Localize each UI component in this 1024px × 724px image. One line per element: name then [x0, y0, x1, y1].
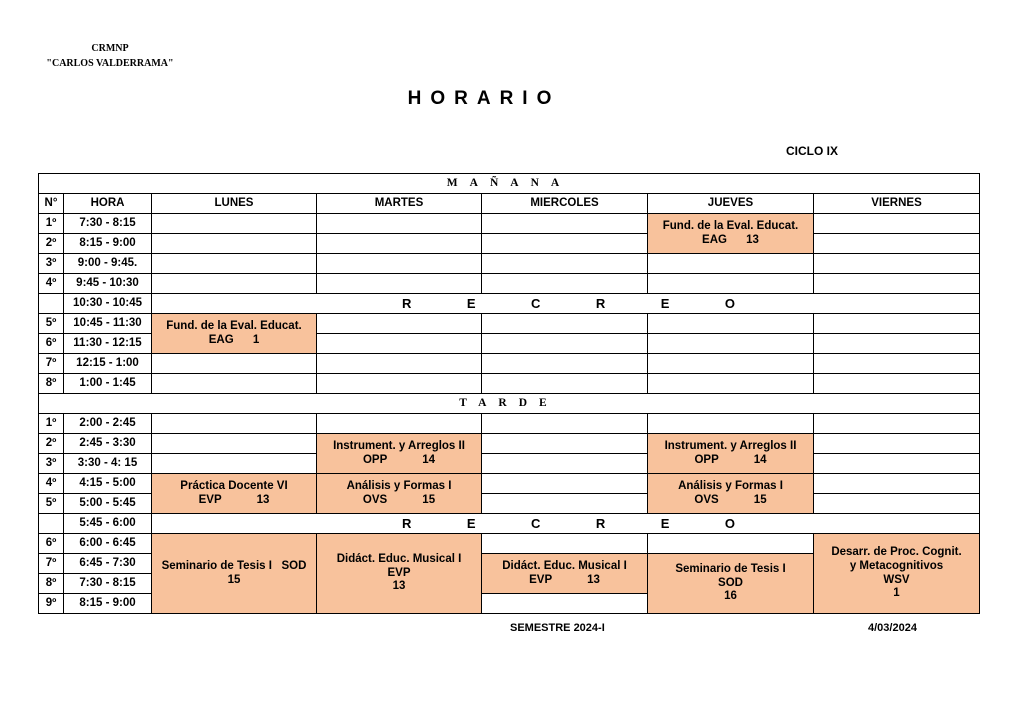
- course-name: Didáct. Educ. Musical I: [336, 552, 462, 565]
- empty-cell: [482, 214, 648, 234]
- header-hora: HORA: [64, 194, 152, 214]
- row-num: 2º: [39, 234, 64, 254]
- page-title: HORARIO: [407, 88, 561, 109]
- empty-cell: [317, 314, 482, 334]
- course-name-cont: y Metacognitivos: [849, 559, 944, 572]
- empty-cell: [814, 274, 980, 294]
- empty-cell: [317, 374, 482, 394]
- empty-cell: [317, 254, 482, 274]
- course-detail: OVS 15: [362, 493, 436, 506]
- empty-cell: [814, 494, 980, 514]
- empty-cell: [648, 354, 814, 374]
- empty-cell: [648, 414, 814, 434]
- row-num: 3º: [39, 454, 64, 474]
- row-time: 10:45 - 11:30: [64, 314, 152, 334]
- row-time: 2:00 - 2:45: [64, 414, 152, 434]
- empty-cell: [814, 454, 980, 474]
- row-num: 1º: [39, 414, 64, 434]
- recess-letter: C: [531, 515, 541, 531]
- empty-cell: [482, 234, 648, 254]
- empty-cell: [814, 214, 980, 234]
- course-cell: [317, 534, 482, 614]
- row-num: 6º: [39, 534, 64, 554]
- row-num: 5º: [39, 314, 64, 334]
- row-time: 9:45 - 10:30: [64, 274, 152, 294]
- empty-cell: [482, 274, 648, 294]
- course-detail: EVP: [387, 566, 411, 579]
- course-name: Fund. de la Eval. Educat.: [166, 319, 302, 332]
- empty-cell: [648, 274, 814, 294]
- course-detail: EAG 1: [208, 333, 260, 346]
- empty-cell: [152, 454, 317, 474]
- table-row: [39, 254, 980, 274]
- course-name: Análisis y Formas I: [678, 479, 783, 492]
- recess-label: [152, 294, 980, 314]
- empty-cell: [317, 274, 482, 294]
- course-detail: EVP 13: [198, 493, 270, 506]
- row-time: 5:00 - 5:45: [64, 494, 152, 514]
- empty-cell: [482, 414, 648, 434]
- course-name: Práctica Docente VI: [180, 479, 288, 492]
- row-num: [39, 294, 64, 314]
- header-jueves: JUEVES: [648, 194, 814, 214]
- recess-letter: R: [595, 515, 606, 531]
- recess-letter: E: [660, 515, 670, 531]
- recess-letter: O: [724, 515, 735, 531]
- row-num: 7º: [39, 354, 64, 374]
- course-name: Seminario de Tesis I SOD: [161, 559, 307, 572]
- course-detail: WSV: [883, 573, 910, 586]
- empty-cell: [482, 454, 648, 474]
- row-time: 12:15 - 1:00: [64, 354, 152, 374]
- course-name: Desarr. de Proc. Cognit.: [831, 545, 962, 558]
- empty-cell: [152, 434, 317, 454]
- empty-cell: [648, 314, 814, 334]
- course-cell: [648, 474, 814, 514]
- row-num: [39, 514, 64, 534]
- cycle-label: CICLO IX: [786, 144, 839, 158]
- row-num: 7º: [39, 554, 64, 574]
- row-num: 2º: [39, 434, 64, 454]
- course-detail: OPP 14: [362, 453, 435, 466]
- recess-letter: C: [531, 295, 541, 311]
- empty-cell: [814, 234, 980, 254]
- course-cell: [152, 474, 317, 514]
- empty-cell: [152, 374, 317, 394]
- recess-letter: R: [402, 295, 412, 311]
- empty-cell: [814, 474, 980, 494]
- row-num: 4º: [39, 474, 64, 494]
- course-name: Análisis y Formas I: [346, 479, 452, 492]
- table-row: [39, 234, 980, 254]
- empty-cell: [317, 414, 482, 434]
- course-cell: [648, 434, 814, 474]
- table-row: [39, 374, 980, 394]
- table-row: [39, 534, 980, 554]
- table-row: [39, 214, 980, 234]
- empty-cell: [482, 374, 648, 394]
- course-cell: [317, 474, 482, 514]
- course-detail: EAG 13: [702, 233, 759, 246]
- row-num: 8º: [39, 374, 64, 394]
- table-row: [39, 454, 980, 474]
- empty-cell: [814, 254, 980, 274]
- course-detail: EVP 13: [529, 573, 600, 586]
- course-cell: [648, 214, 814, 254]
- section-header-manana: [39, 174, 980, 194]
- recess-row: [39, 294, 980, 314]
- row-num: 8º: [39, 574, 64, 594]
- table-row: [39, 354, 980, 374]
- header-viernes: VIERNES: [814, 194, 980, 214]
- empty-cell: [814, 314, 980, 334]
- empty-cell: [648, 334, 814, 354]
- empty-cell: [814, 414, 980, 434]
- empty-cell: [814, 354, 980, 374]
- recess-letter: E: [660, 295, 670, 311]
- header-row: [39, 194, 980, 214]
- row-num: 4º: [39, 274, 64, 294]
- empty-cell: [814, 334, 980, 354]
- empty-cell: [482, 494, 648, 514]
- row-time: 2:45 - 3:30: [64, 434, 152, 454]
- empty-cell: [152, 354, 317, 374]
- header-num: N°: [39, 194, 64, 214]
- row-time: 3:30 - 4: 15: [64, 454, 152, 474]
- empty-cell: [648, 254, 814, 274]
- row-time: 7:30 - 8:15: [64, 214, 152, 234]
- header-miercoles: MIERCOLES: [482, 194, 648, 214]
- recess-row: [39, 514, 980, 534]
- header-lunes: LUNES: [152, 194, 317, 214]
- course-room: 16: [724, 590, 737, 603]
- empty-cell: [317, 334, 482, 354]
- row-time: 7:30 - 8:15: [64, 574, 152, 594]
- empty-cell: [814, 374, 980, 394]
- course-cell: [814, 534, 980, 614]
- section-label-manana: MAÑANA: [39, 174, 980, 194]
- row-time: 6:45 - 7:30: [64, 554, 152, 574]
- table-row: [39, 434, 980, 454]
- institution-subtitle: "CARLOS VALDERRAMA": [46, 58, 174, 69]
- row-time: 11:30 - 12:15: [64, 334, 152, 354]
- table-row: [39, 274, 980, 294]
- empty-cell: [317, 234, 482, 254]
- course-cell: [152, 534, 317, 614]
- recess-letter: E: [466, 295, 476, 311]
- recess-letter: E: [466, 515, 476, 531]
- row-time: 9:00 - 9:45.: [64, 254, 152, 274]
- recess-letter: R: [595, 295, 606, 311]
- row-time: 8:15 - 9:00: [64, 594, 152, 614]
- schedule-table: [38, 173, 980, 614]
- course-detail: OPP 14: [694, 453, 767, 466]
- course-cell: [482, 554, 648, 594]
- row-num: 9º: [39, 594, 64, 614]
- course-detail: 15: [227, 573, 241, 586]
- empty-cell: [152, 274, 317, 294]
- empty-cell: [152, 234, 317, 254]
- section-label-tarde: TARDE: [39, 394, 980, 414]
- institution-name: CRMNP: [91, 43, 129, 54]
- recess-label: [152, 514, 980, 534]
- empty-cell: [317, 354, 482, 374]
- course-cell: [152, 314, 317, 354]
- row-time: 6:00 - 6:45: [64, 534, 152, 554]
- empty-cell: [482, 334, 648, 354]
- empty-cell: [317, 214, 482, 234]
- empty-cell: [152, 414, 317, 434]
- empty-cell: [648, 534, 814, 554]
- header-martes: MARTES: [317, 194, 482, 214]
- empty-cell: [648, 374, 814, 394]
- course-name: Fund. de la Eval. Educat.: [662, 219, 799, 232]
- recess-letter: R: [402, 515, 412, 531]
- row-time: 4:15 - 5:00: [64, 474, 152, 494]
- row-time: 5:45 - 6:00: [64, 514, 152, 534]
- row-num: 1º: [39, 214, 64, 234]
- course-detail: OVS 15: [694, 493, 767, 506]
- empty-cell: [482, 474, 648, 494]
- row-time: 8:15 - 9:00: [64, 234, 152, 254]
- course-name: Instrument. y Arreglos II: [333, 439, 465, 452]
- course-name: Seminario de Tesis I: [675, 562, 786, 575]
- row-num: 3º: [39, 254, 64, 274]
- course-detail: SOD: [718, 576, 743, 589]
- date-label: 4/03/2024: [868, 622, 917, 634]
- empty-cell: [482, 354, 648, 374]
- table-row: [39, 314, 980, 334]
- course-room: 1: [893, 587, 900, 600]
- recess-letter: O: [724, 295, 735, 311]
- empty-cell: [152, 214, 317, 234]
- empty-cell: [482, 594, 648, 614]
- empty-cell: [152, 254, 317, 274]
- row-num: 6º: [39, 334, 64, 354]
- empty-cell: [482, 314, 648, 334]
- section-header-tarde: [39, 394, 980, 414]
- table-row: [39, 414, 980, 434]
- table-row: [39, 474, 980, 494]
- course-cell: [648, 554, 814, 614]
- row-time: 10:30 - 10:45: [64, 294, 152, 314]
- semester-label: SEMESTRE 2024-I: [510, 622, 605, 634]
- empty-cell: [814, 434, 980, 454]
- course-name: Didáct. Educ. Musical I: [502, 559, 627, 572]
- empty-cell: [482, 534, 648, 554]
- course-name: Instrument. y Arreglos II: [664, 439, 797, 452]
- row-num: 5º: [39, 494, 64, 514]
- row-time: 1:00 - 1:45: [64, 374, 152, 394]
- empty-cell: [482, 434, 648, 454]
- course-room: 13: [392, 580, 406, 593]
- empty-cell: [482, 254, 648, 274]
- course-cell: [317, 434, 482, 474]
